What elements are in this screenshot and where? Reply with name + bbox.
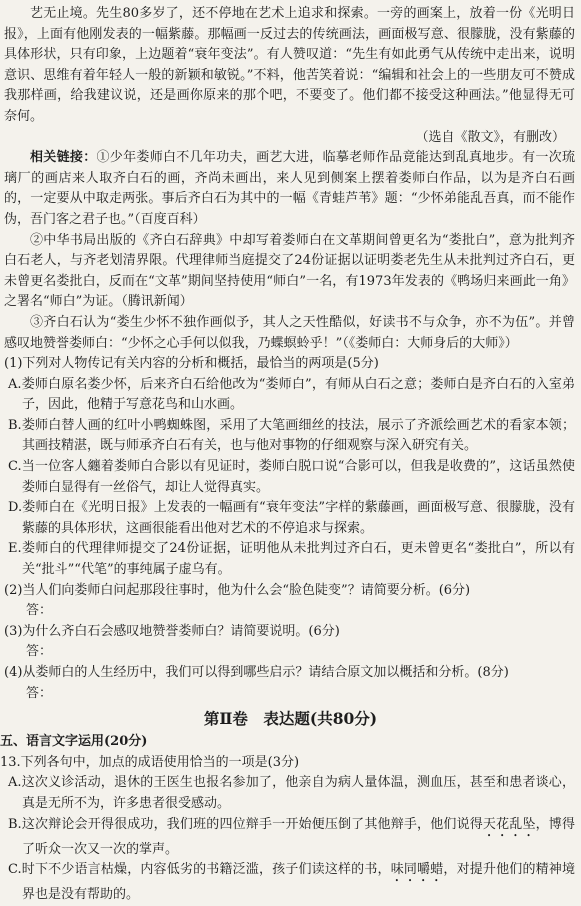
option-letter: D. [8,500,23,516]
question-13-option-a: A.这次义诊活动，退休的王医生也报名参加了，他亲自为病人量体温，测血压，甚至和患者谈心，真是无所不为，许多患者很受感动。 [8,775,575,811]
related-link-1 [0,148,581,230]
question-3-stem: (3)为什么齐白石会感叹地赞誉娄师白？请简要说明。(6分) [4,623,340,639]
related-links-label: 相关链接： [30,150,97,166]
section-5-heading: 五、语言文字运用(20分) [0,734,148,750]
option-text: 娄师白替人画的红叶小鸭蜘蛛图，采用了大笔画细丝的技法，展示了齐派绘画艺术的看家本领；其画技精湛，既与师承齐白石有关，也与他对事物的仔细观察与深入研究有关。 [21,417,575,454]
option-c-text-before: 时下不少语言枯燥，内容低劣的书籍泛滥，孩子们读这样的书， [21,862,391,878]
option-letter: C. [8,459,22,475]
question-1-option-d [0,498,581,539]
question-1-option-c [0,457,581,498]
option-b-idiom: 天花乱坠 [482,816,536,832]
part-2-title: 第Ⅱ卷 表达题(共80分) [203,709,378,729]
option-text: 娄师白原名娄少怀，后来齐白石给他改为“娄师白”，有师从白石之意；娄师白是齐白石的入室弟子，因此，他精于写意花鸟和山水画。 [21,376,575,413]
question-1-option-e [0,539,581,580]
option-a-text: 这次义诊活动，退休的王医生也报名参加了，他亲自为病人量体温，测血压，甚至和患者谈心，真是无所不为，许多患者很受感动。 [21,775,575,811]
option-letter: E. [8,541,22,557]
passage-ending-paragraph: 艺无止境。先生80多岁了，还不停地在艺术上追求和探索。一旁的画案上，放着一份《光明日报》，上面有他刚发表的一幅紫藤。那幅画一反过去的传统画法，画面极写意、很朦胧，没有紫藤的具体形状，只有印象，上边题着“衰年变法”。有人赞叹道：“先生有如此勇气从传统中走出来，说明意识、思维有着年轻人一般的新颖和敏锐。”不料，他苦笑着说：“编辑和社会上的一些朋友可不赞成我那样画，给我建议说，还是画你原来的那个吧，不要变了。他们都不接受这种画法。”他显得无可奈何。 [4,6,575,124]
related-link-3: ③齐白石认为“娄生少怀不独作画似予，其人之天性酷似，好读书不与众争，亦不为伍”。并曾感叹地赞誉娄师白：“少怀之心手何以似我，乃蝶螟蛉乎！”（《娄师白：大师身后的大师》） [4,314,575,351]
option-c-idiom: 味同嚼蜡 [390,862,444,878]
option-text: 娄师白在《光明日报》上发表的一幅画有“衰年变法”字样的紫藤画，画面极写意、很朦胧，没有紫藤的具体形状，这画很能看出他对艺术的不停追求与探索。 [22,500,575,536]
question-1-stem: (1)下列对人物传记有关内容的分析和概括，最恰当的两项是(5分) [4,356,379,372]
question-2-answer-label: 答： [26,603,53,619]
related-link-1-text: ①少年娄师白不几年功夫，画艺大进，临摹老师作品竟能达到乱真地步。有一次琉璃厂的画店来人取齐白石的画，齐尚未画出，来人见到侧案上摆着娄师白作品，以为是齐白石画的，一定要从中取走两张。事后齐白石为其中的一幅《青蛙芦苇》题：“少怀弟能乱吾真，而不能作伪，吾门客之君子也。”（百度百科） [4,150,575,227]
option-text: 娄师白的代理律师提交了24份证据，证明他从未批判过齐白石，更未曾更名“娄批白”，所以有关“批斗”“代笔”的事纯属子虚乌有。 [21,541,575,578]
question-13-option-c: C.时下不少语言枯燥，内容低劣的书籍泛滥，孩子们读这样的书，味同嚼蜡，对提升他们的精神境界也是没有帮助的。 [8,862,575,903]
option-text: 当一位客人纏着娄师白合影以有见证时，娄师白脱口说“合影可以，但我是收费的”，这话虽然使娄师白显得有一丝俗气，却让人觉得真实。 [21,459,575,495]
question-4-stem: (4)从娄师白的人生经历中，我们可以得到哪些启示？请结合原文加以概括和分析。(8分) [4,665,509,680]
question-3-answer-label: 答： [26,644,53,660]
question-1-option-b [0,416,581,457]
question-13-option-b: B.这次辩论会开得很成功，我们班的四位辩手一开始便压倒了其他辩手，他们说得天花乱坠，博得了听众一次又一次的掌声。 [8,816,575,857]
question-4-answer-label: 答： [26,685,53,701]
passage-source: （选自《散文》，有删改） [415,129,565,145]
related-link-2: ②中华书局出版的《齐白石辞典》中却写着娄师白在文革期间曾更名为“娄批白”，意为批判齐白石老人，与齐老划清界限。代理律师当庭提交了24份证据以证明娄老先生从未批判过齐白石，更未曾更名娄批白，反而在“文革”期间坚持使用“师白”一名，有1973年发表的《鸭场归来画此一角》之署名“师白”为证。（腾讯新闻） [4,232,575,310]
option-letter: A. [8,376,22,392]
option-b-text-before: 这次辩论会开得很成功，我们班的四位辩手一开始便压倒了其他辩手，他们说得 [21,816,483,832]
question-1-option-a [0,375,581,416]
option-b-text-after: ，博得了听众一次又一次的掌声。 [22,816,575,857]
option-c-text-after: ，对提升他们的精神境界也是没有帮助的。 [22,862,575,903]
option-letter: B. [8,417,22,433]
question-2-stem: (2)当人们向娄师白问起那段往事时，他为什么会“脸色陡变”？请简要分析。(6分) [4,582,471,598]
question-13-stem: 13.下列各句中，加点的成语使用恰当的一项是(3分) [0,754,300,770]
